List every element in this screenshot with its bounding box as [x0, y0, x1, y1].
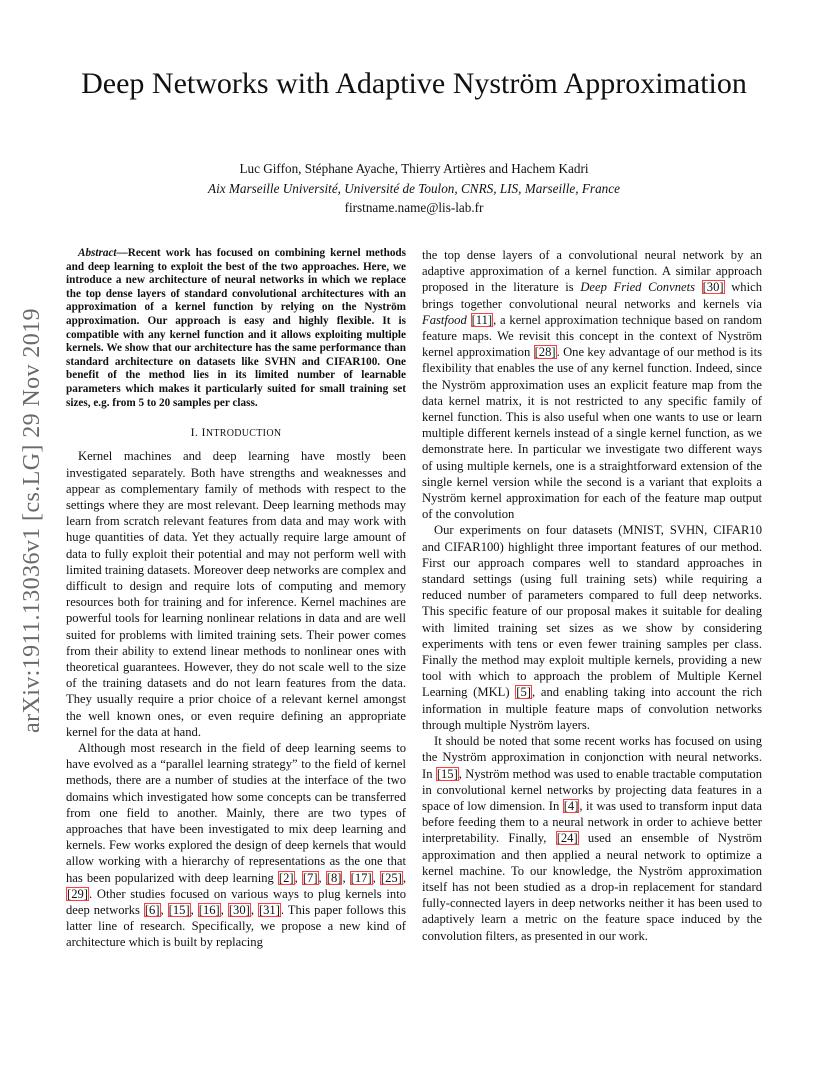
paragraph-text: . One key advantage of our method is its flexibility that enables the use of any kernel function. Indeed, since the Nyström approximation uses an explicit feature map from the data kernel matrix, it is not restricted to any specific family of kernel function. This is also useful when one wants to use or learn multiple different kernels instead of a single kernel function, as we demonstrate here. In particular we investigate two different ways of using multiple kernels, one is a straightforward extension of the single kernel version while the second is a variant that exploits a Nyström kernel approximation for each of the feature map output of the convolution [422, 345, 762, 522]
citation-link[interactable]: [30] [702, 280, 724, 295]
paragraph-text: , a kernel approximation technique based on random feature maps. We revisit this concept in the context of Nyström kernel approximation [422, 312, 762, 360]
intro-paragraph-4 [422, 522, 762, 733]
paragraph-text: Although most research in the field of deep learning seems to have evolved as a “parallel learning strategy” to the field of kernel methods, there are a number of studies at the interface of the two domains which investigated how some concepts can be transferred from one field to another. Mainly, there are two types of approaches that have been investigated to mix deep learning and kernels. Few works explored the design of deep kernels that would allow working with a hierarchy of representations as the one that has been popularized with deep learning [66, 740, 406, 885]
citation-link[interactable]: [8] [326, 870, 342, 885]
citation-link[interactable]: [15] [168, 903, 190, 918]
citation-link[interactable]: [17] [350, 870, 372, 885]
intro-paragraph-1: Kernel machines and deep learning have mostly been investigated separately. Both have strengths and weaknesses and appear as complementary family of methods with respect to the settings where they are most relevant. Deep learning methods may learn from scratch relevant features from data and may work with huge quantities of data. Yet they actually require large amount of data to fully exploit their potential and may not perform well with limited training datasets. Moreover deep networks are complex and difficult to design and require lots of computing and memory resources both for training and for inference. Kernel machines are powerful tools for learning nonlinear relations in data and are well suited for problems with limited training sets. Their power comes from their ability to extend linear methods to nonlinear ones with theoretical guarantees. However, they do not scale well to the size of the training datasets and do not learn features from the data. They usually require a prior choice of a relevant kernel amongst the well known ones, or even require defining an appropriate kernel for the data at hand. [66, 449, 406, 739]
section-number: I. [190, 425, 199, 440]
section-name-rest: NTRODUCTION [205, 428, 282, 440]
method-name-italic: Deep Fried Convnets [580, 280, 695, 295]
section-name-initial: I [201, 425, 206, 440]
arxiv-identifier-text: arXiv:1911.13036v1 [cs.LG] 29 Nov 2019 [18, 307, 45, 733]
left-column [66, 247, 406, 951]
paragraph-text: It should be noted that some recent works has focused on using the Nyström approximation in conjonction with neural networks. In [422, 734, 762, 781]
citation-link[interactable]: [16] [198, 903, 220, 918]
paragraph-text: . This paper follows this latter line of research. Specifically, we propose a new kind of architecture which is built by replacing [66, 903, 407, 950]
citation-link[interactable]: [25] [380, 870, 402, 885]
intro-paragraph-5 [422, 733, 762, 944]
intro-paragraph-2: Although most research in the field of deep learning seems to have evolved as a “parallel learning strategy” to the field of kernel methods, there are a number of studies at the interface of the two domains which investigated how some concepts can be transferred from one field to another. Mainly, there are two types of approaches that have been investigated to mix deep learning and kernels. Few works explored the design of deep kernels that would allow working with a hierarchy of representations as the one that has been popularized with deep learning [2], [7], [8], [17], [25], [29]. Other studies focused on various ways to plug kernels into deep networks [6], [15], [16], [30], [31]. This paper follows this latter line of research. Specifically, we propose a new kind of architecture which is built by replacing [66, 740, 407, 950]
paragraph-text: which brings together convolutional neural networks and kernels via [422, 280, 762, 311]
author-list: Luc Giffon, Stéphane Ayache, Thierry Artières and Hachem Kadri [239, 161, 589, 176]
intro-paragraph-3 [422, 247, 762, 522]
abstract-label: Abstract [78, 247, 117, 259]
paragraph-text: Our experiments on four datasets (MNIST, SVHN, CIFAR10 and CIFAR100) highlight three important features of our method. First our approach compares well to standard approaches in standard settings (using full training sets) while requiring a reduced number of parameters compared to full deep networks. This specific feature of our proposal makes it suitable for dealing with limited training set sizes as we show by considering experiments with tens or even fewer training samples per class. Finally the method may exploit multiple kernels, providing a new tool with which to approach the problem of Multiple Kernel Learning (MKL) [422, 523, 762, 700]
author-affiliation: Aix Marseille Université, Université de Toulon, CNRS, LIS, Marseille, France [208, 181, 620, 196]
citation-link[interactable]: [30] [228, 903, 250, 918]
citation-link[interactable]: [4] [563, 798, 579, 813]
citation-link[interactable]: [29] [67, 886, 88, 901]
citation-link[interactable]: [11] [471, 312, 493, 327]
arxiv-identifier-stamp [12, 280, 52, 760]
citation-link[interactable]: [28] [534, 345, 556, 360]
paragraph-text: , Nyström method was used to enable tractable computation in convolutional kernel networks by projecting data features in a space of low dimension. In [422, 766, 762, 813]
citation-link[interactable]: [15] [436, 766, 458, 781]
paragraph-text: used an ensemble of Nyström approximation and then applied a neural network to optimize a kernel machine. To our knowledge, the Nyström approximation itself has not been studied as a drop-in replacement for standard fully-connected layers in deep networks neither it has been used to adaptively learn a metric on the feature space induced by the convolution filters, as presented in our work. [422, 831, 763, 943]
right-column [422, 247, 762, 944]
citation-link[interactable]: [31] [258, 903, 280, 918]
paper-title: Deep Networks with Adaptive Nyström Approximation [81, 67, 747, 100]
paragraph-text: , and enabling taking into account the rich information in multiple feature maps of convolution networks through multiple Nyström layers. [422, 685, 762, 732]
citation-link[interactable]: [24] [556, 831, 578, 846]
abstract-text: —Recent work has focused on combining kernel methods and deep learning to exploit the best of the two approaches. Here, we introduce a new architecture of neural networks in which we replace the top dense layers of standard convolutional architectures with an approximation of a kernel function by relying on the Nyström approximation. Our approach is easy and highly flexible. It is compatible with any kernel function and it allows exploiting multiple kernels. We show that our architecture has the same performance than standard architecture on datasets like SVHN and CIFAR100. One benefit of the method lies in its limited number of learnable parameters which makes it particularly suited for small training set sizes, e.g. from 5 to 20 samples per class. [66, 247, 406, 409]
citation-link[interactable]: [2] [278, 870, 294, 885]
citation-link[interactable]: [5] [516, 685, 531, 700]
citation-link[interactable]: [6] [144, 903, 160, 918]
method-name-italic: Fastfood [422, 312, 467, 327]
paragraph-text: , it was used to transform input data before feeding them to a neural network in order to achieve better interpretability. Finally, [422, 798, 762, 846]
paragraph-text: . Other studies focused on various ways to plug kernels into deep networks [66, 886, 406, 918]
citation-link[interactable]: [7] [302, 870, 318, 885]
paragraph-text: the top dense layers of a convolutional neural network by an adaptive approximation of a kernel function. A similar approach proposed in the literature is [422, 248, 762, 295]
author-email: firstname.name@lis-lab.fr [344, 200, 484, 215]
section-heading-introduction [66, 424, 406, 442]
abstract [66, 247, 406, 410]
